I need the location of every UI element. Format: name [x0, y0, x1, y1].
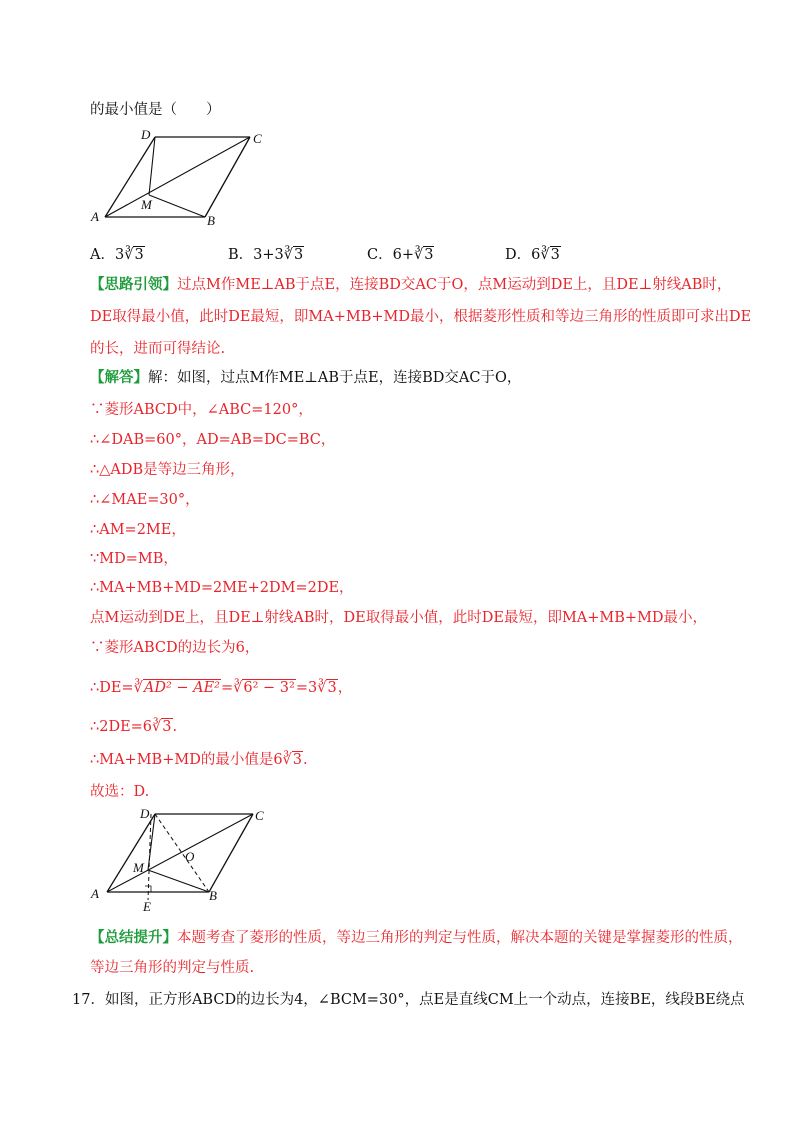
- fig2-label-B: B: [209, 888, 217, 903]
- figure-rhombus-2: [85, 800, 275, 912]
- summary-tag: 【总结提升】: [90, 929, 177, 946]
- fig2-label-O: O: [185, 849, 195, 864]
- figure-rhombus-1: [85, 125, 275, 230]
- solution-line-10: ∴DE=∛AD² − AE²=∛6² − 3²=3∛3，: [90, 680, 353, 696]
- guide-line-2: DE取得最小值，此时DE最短，即MA+MB+MD最小，根据菱形性质和等边三角形的性质即可求出DE: [90, 309, 752, 325]
- option-c[interactable]: C．6+∛3: [367, 247, 434, 263]
- option-b[interactable]: B．3+3∛3: [228, 247, 304, 263]
- summary-line-2: 等边三角形的判定与性质.: [90, 960, 255, 976]
- fig1-label-M: M: [141, 197, 152, 212]
- fig1-label-B: B: [207, 213, 215, 228]
- solution-tag: 【解答】: [90, 369, 148, 386]
- solution-line-11: ∴2DE=6∛3.: [90, 719, 178, 735]
- option-a[interactable]: A．3∛3: [90, 247, 144, 263]
- solution-line-0: 【解答】解：如图，过点M作ME⊥AB于点E，连接BD交AC于O，: [90, 369, 522, 386]
- solution-line-2: ∴∠DAB=60°，AD=AB=DC=BC，: [90, 432, 336, 448]
- solution-line-4: ∴∠MAE=30°，: [90, 492, 200, 508]
- guide-line-3: 的长，进而可得结论.: [90, 341, 226, 357]
- solution-line-6: ∵MD=MB，: [90, 551, 178, 567]
- solution-line-12: ∴MA+MB+MD的最小值是6∛3.: [90, 752, 308, 768]
- solution-line-3: ∴△ADB是等边三角形，: [90, 462, 245, 478]
- fig2-label-M: M: [133, 860, 144, 875]
- fig2-label-C: C: [255, 808, 264, 823]
- solution-line-1: ∵菱形ABCD中，∠ABC=120°，: [90, 402, 313, 418]
- guide-tag: 【思路引领】: [90, 276, 177, 293]
- solution-line-13: 故选：D.: [90, 784, 150, 800]
- header-line: 的最小值是（ ）: [90, 102, 221, 118]
- solution-line-9: ∵菱形ABCD的边长为6，: [90, 640, 260, 656]
- option-d[interactable]: D．6∛3: [505, 247, 560, 263]
- fig2-label-A: A: [91, 886, 99, 901]
- fig1-label-A: A: [91, 209, 99, 224]
- solution-line-7: ∴MA+MB+MD=2ME+2DM=2DE，: [90, 580, 354, 596]
- fig1-label-D: D: [141, 127, 151, 142]
- summary-line-1: 【总结提升】本题考查了菱形的性质，等边三角形的判定与性质，解决本题的关键是掌握菱形的性质，: [90, 929, 743, 946]
- guide-line-1: 【思路引领】过点M作ME⊥AB于点E，连接BD交AC于O，点M运动到DE上，且DE⊥射线AB时，: [90, 276, 732, 293]
- question-17: 17．如图，正方形ABCD的边长为4，∠BCM=30°，点E是直线CM上一个动点，连接BE，线段BE绕点: [72, 992, 745, 1008]
- solution-line-8: 点M运动到DE上，且DE⊥射线AB时，DE取得最小值，此时DE最短，即MA+MB+MD最小，: [90, 610, 708, 626]
- fig1-label-C: C: [253, 131, 262, 146]
- solution-line-5: ∴AM=2ME，: [90, 522, 186, 538]
- fig2-label-E: E: [143, 899, 151, 912]
- fig2-label-D: D: [140, 806, 150, 821]
